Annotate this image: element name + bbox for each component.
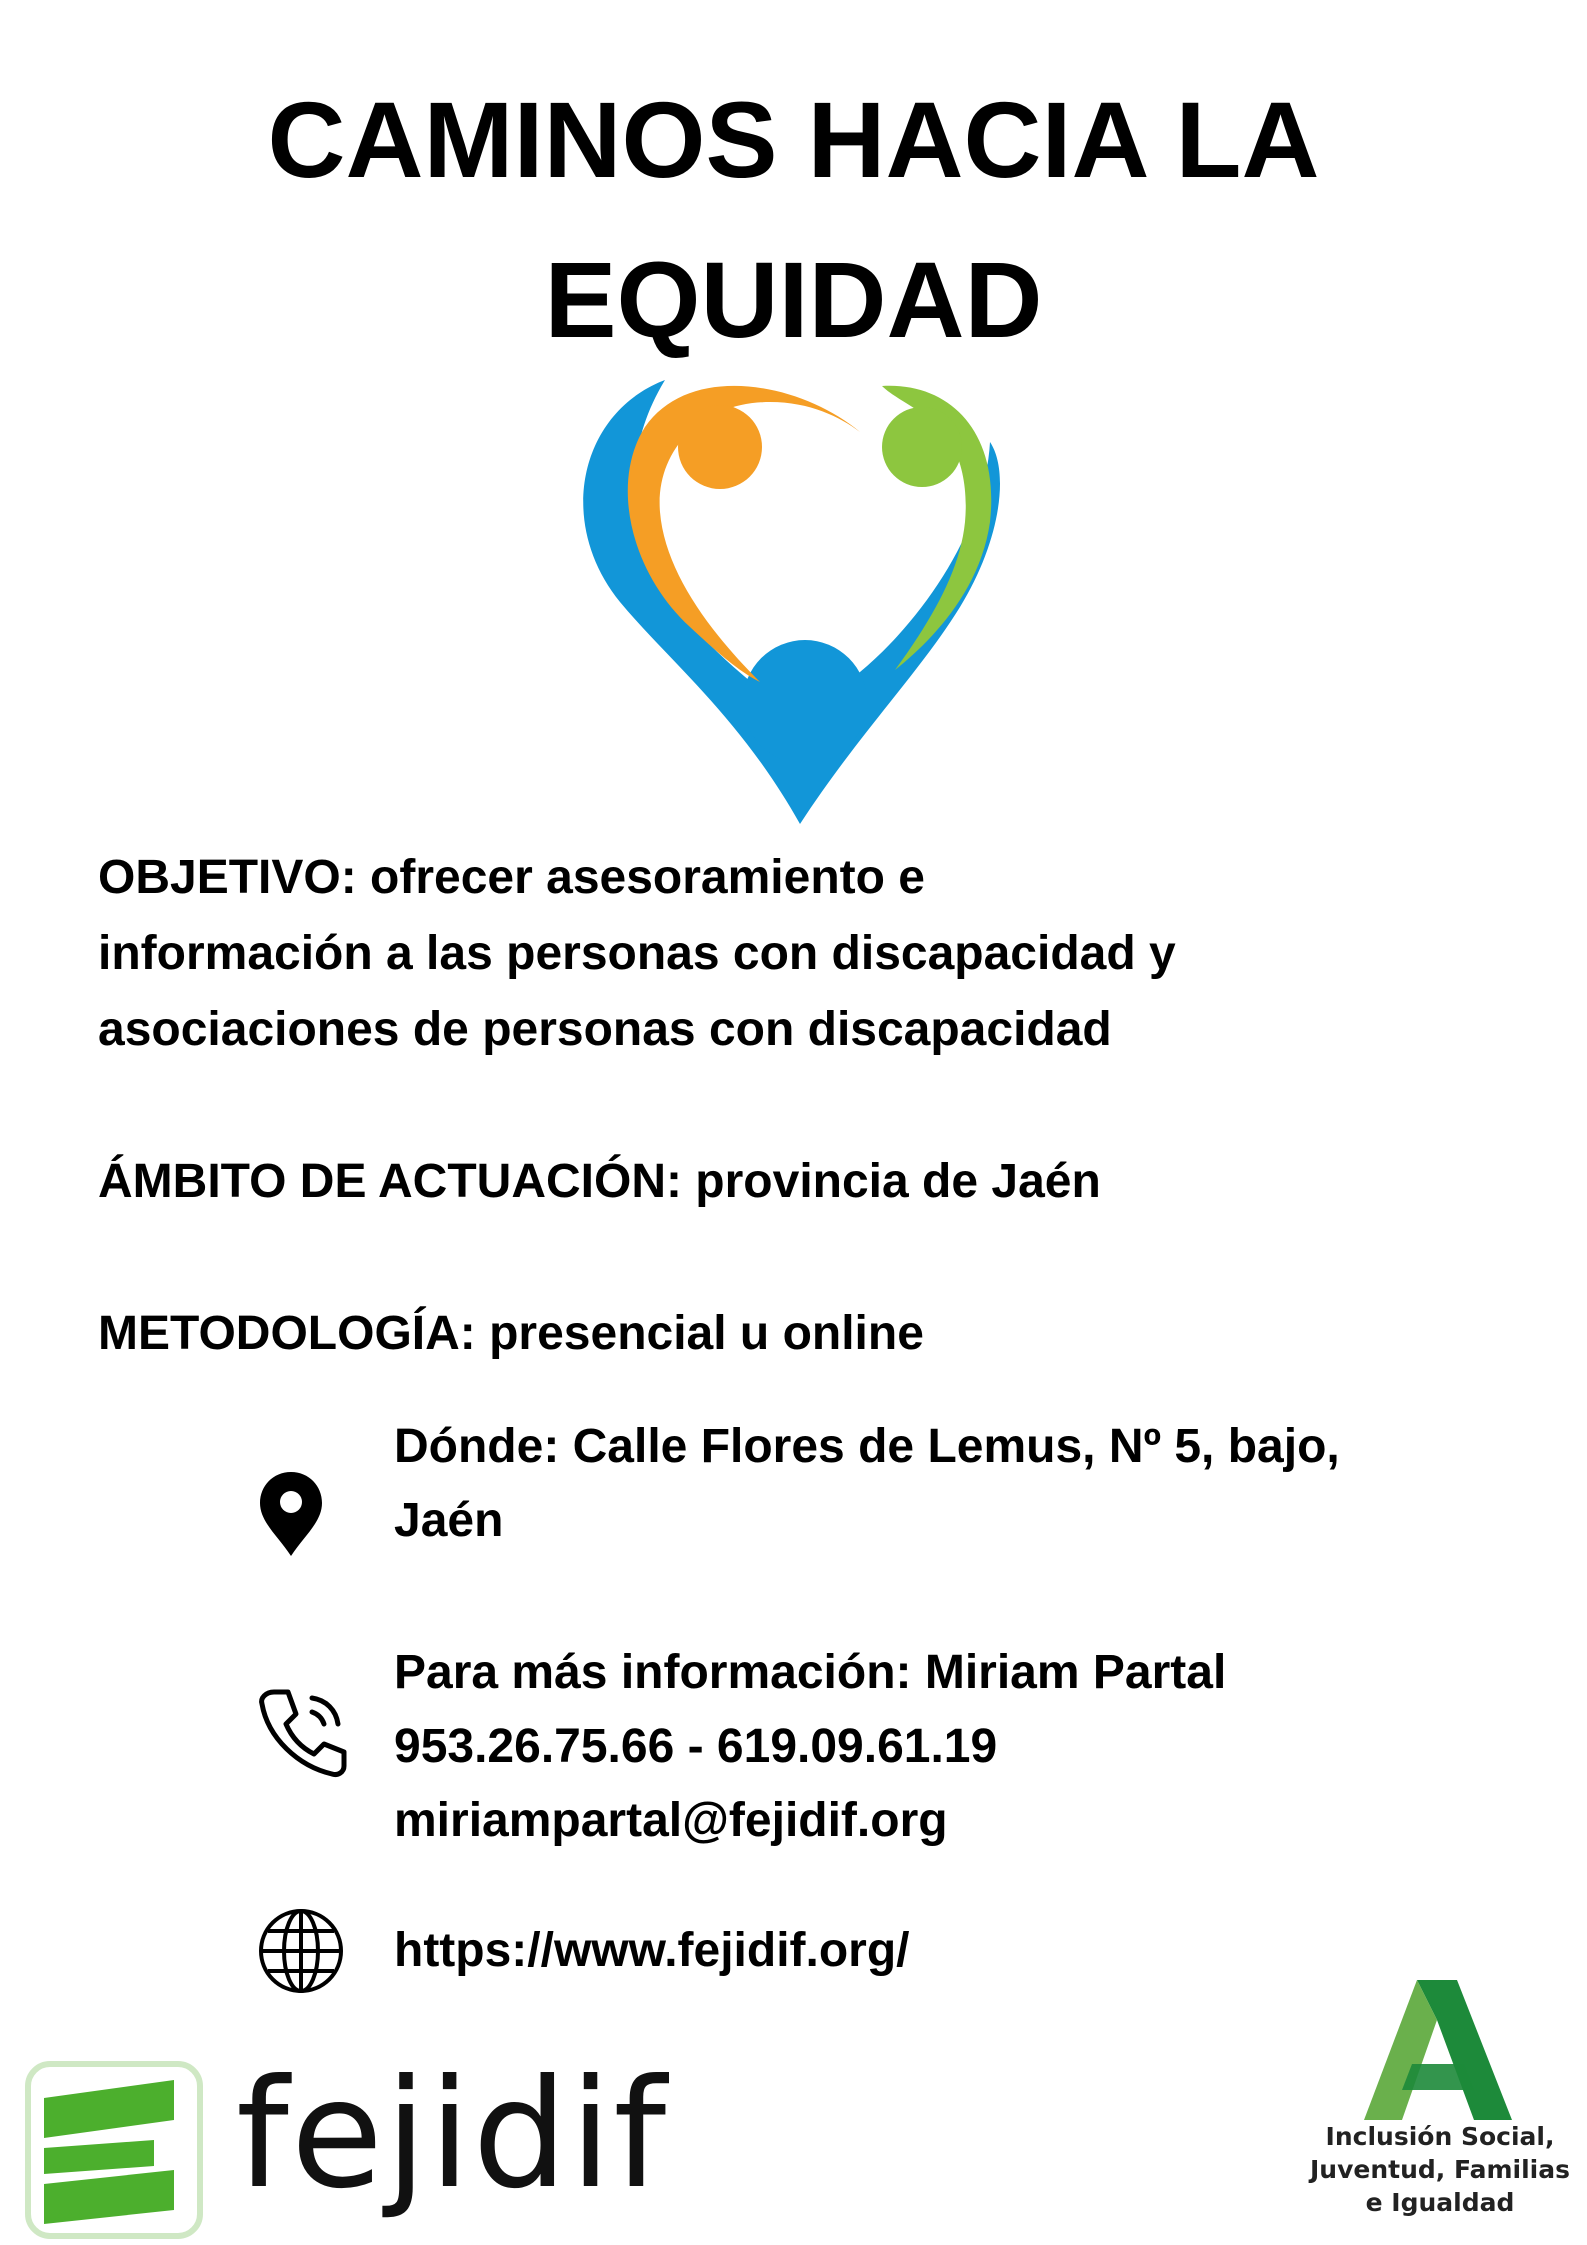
title-line-2: EQUIDAD bbox=[544, 239, 1043, 360]
phone-icon bbox=[254, 1684, 350, 1780]
heart-people-logo bbox=[560, 372, 1040, 832]
title-line-1: CAMINOS HACIA LA bbox=[267, 79, 1320, 200]
page-title bbox=[0, 60, 1587, 380]
website-link[interactable]: https://www.fejidif.org/ bbox=[394, 1924, 910, 1977]
orange-figure-head bbox=[678, 405, 762, 489]
scope-label: ÁMBITO DE ACTUACIÓN: bbox=[98, 1155, 682, 1208]
scope-section bbox=[98, 1144, 1398, 1220]
objective-label: OBJETIVO: bbox=[98, 851, 357, 904]
objective-section bbox=[98, 840, 1398, 1068]
blue-figure-head bbox=[743, 640, 867, 764]
address-line-1: Dónde: Calle Flores de Lemus, Nº 5, bajo, bbox=[394, 1420, 1340, 1473]
fejidif-logo-icon bbox=[24, 2060, 204, 2240]
objective-text-3: asociaciones de personas con discapacidad bbox=[98, 1003, 1112, 1056]
contact-phones[interactable]: 953.26.75.66 - 619.09.61.19 bbox=[394, 1720, 998, 1773]
contact-name-line: Para más información: Miriam Partal bbox=[394, 1646, 1227, 1699]
junta-department-text bbox=[1290, 2120, 1587, 2219]
methodology-label: METODOLOGÍA: bbox=[98, 1307, 476, 1360]
fejidif-wordmark: fejidif bbox=[236, 2048, 669, 2222]
junta-line-3: e Igualdad bbox=[1365, 2188, 1515, 2217]
globe-icon bbox=[256, 1906, 346, 1996]
junta-andalucia-logo-icon bbox=[1362, 1980, 1512, 2120]
contact-block bbox=[394, 1636, 1494, 1858]
website-block bbox=[394, 1914, 1494, 1988]
methodology-section bbox=[98, 1296, 1398, 1372]
address-line-2: Jaén bbox=[394, 1494, 504, 1547]
junta-line-2: Juventud, Familias bbox=[1310, 2155, 1570, 2184]
contact-email[interactable]: miriampartal@fejidif.org bbox=[394, 1794, 948, 1847]
junta-line-1: Inclusión Social, bbox=[1325, 2122, 1555, 2151]
scope-value: provincia de Jaén bbox=[681, 1155, 1101, 1208]
objective-text-1: ofrecer asesoramiento e bbox=[356, 851, 925, 904]
address-block bbox=[394, 1410, 1494, 1558]
green-figure-head bbox=[882, 407, 962, 487]
objective-text-2: información a las personas con discapacidad y bbox=[98, 927, 1176, 980]
location-pin-icon bbox=[258, 1470, 324, 1558]
methodology-value: presencial u online bbox=[475, 1307, 924, 1360]
